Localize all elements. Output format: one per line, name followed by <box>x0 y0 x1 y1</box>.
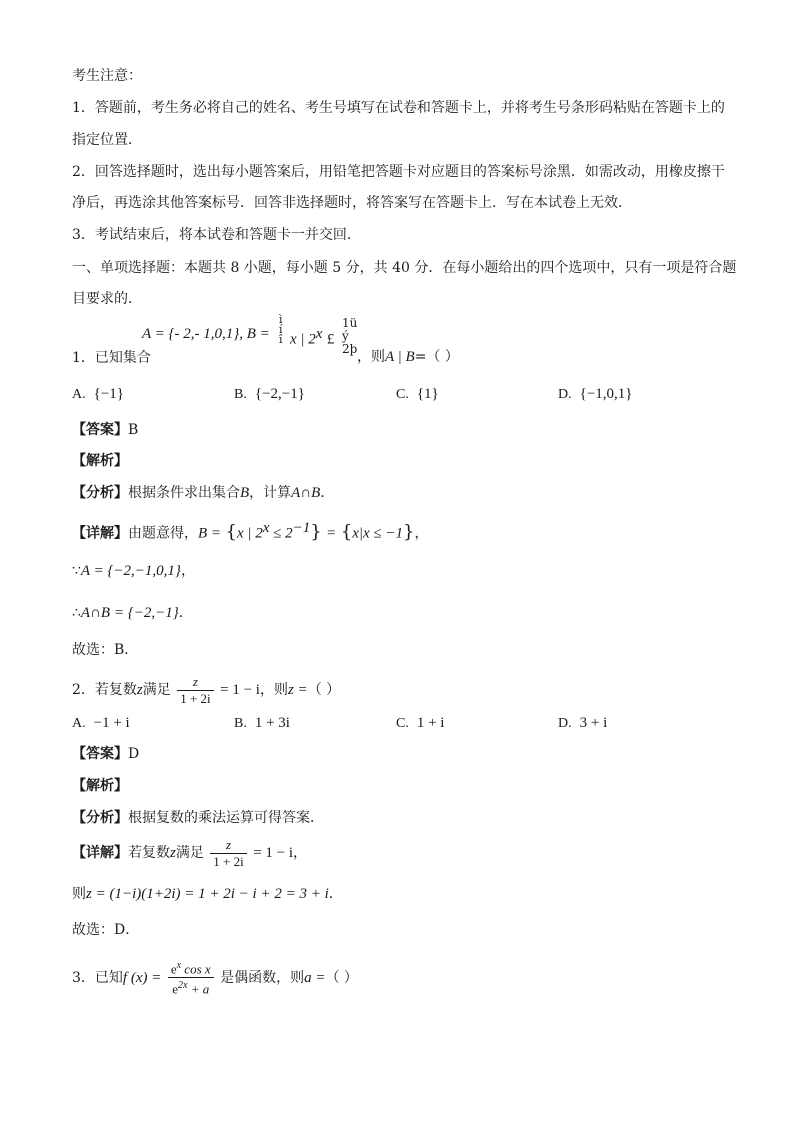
q1-garble-stack: 1ü ý 2þ <box>342 316 358 356</box>
notice-line-2: 2．回答选择题时，选出每小题答案后，用铅笔把答题卡对应题目的答案标号涂黑．如需改动，用橡皮擦干 <box>72 164 725 180</box>
q1-therefore: ∴A∩B = {−2,−1}． <box>72 605 193 621</box>
notice-title: 考生注意： <box>72 68 142 84</box>
q2-option-d: D. 3 + i <box>558 715 608 731</box>
q1-option-a: A. {−1} <box>72 386 124 402</box>
q1-setB-body: x | 2$^x$ £ <box>290 326 335 348</box>
q2-choose: 故选：D． <box>72 922 140 938</box>
q1-sets: A = {- 2,- 1,0,1}, B = <box>142 326 270 342</box>
q1-stem: 1．已知集合 <box>72 350 151 366</box>
q1-option-c: C. {1} <box>396 386 439 402</box>
q1-choose: 故选：B． <box>72 642 139 658</box>
q2-fenxi: 【分析】根据复数的乘法运算可得答案． <box>72 810 324 826</box>
section-header-cont: 目要求的． <box>72 291 142 307</box>
q2-then: 则z = (1−i)(1+2i) = 1 + 2i − i + 2 = 3 + i． <box>72 886 343 902</box>
section-header: 一、单项选择题：本题共 8 小题，每小题 5 分，共 40 分．在每小题给出的四个选项中，只有一项是符合题 <box>72 260 737 276</box>
notice-line-2-cont: 净后，再选涂其他答案标号．回答非选择题时，将答案写在答题卡上．写在本试卷上无效． <box>72 195 632 211</box>
notice-line-3: 3．考试结束后，将本试卷和答题卡一并交回． <box>72 227 361 243</box>
notice-line-1-cont: 指定位置． <box>72 132 142 148</box>
q2-option-b: B. 1 + 3i <box>234 715 290 731</box>
q2-analysis-label: 【解析】 <box>72 778 128 794</box>
q2-stem: 2．若复数z满足 $\frac{z}{1 + 2i}$ = 1 − i，则z =（ ） <box>72 673 341 706</box>
q2-detail: 【详解】若复数z满足 $\frac{z}{1 + 2i}$ = 1 − i， <box>72 836 308 869</box>
q1-stem-tail: ，则A | B=（ ） <box>357 349 459 365</box>
q2-option-a: A. −1 + i <box>72 715 130 731</box>
q1-brace-glyphs: ì í î <box>279 313 283 346</box>
q1-because: ∵A = {−2,−1,0,1}， <box>72 563 195 579</box>
q1-option-b: B. {−2,−1} <box>234 386 305 402</box>
q3-stem: 3．已知f (x) = $\frac{e^x \cos x}{e^{2x} + a}$ 是偶函数，则a =（ ） <box>72 960 358 997</box>
q1-detail: 【详解】由题意得，B = {x | $2^x \le 2^{-1}\} = \{x|x \le -1\}$， <box>72 520 429 543</box>
q1-option-d: D. {−1,0,1} <box>558 386 633 402</box>
q1-analysis-label: 【解析】 <box>72 453 128 469</box>
notice-line-1: 1．答题前，考生务必将自己的姓名、考生号填写在试卷和答题卡上，并将考生号条形码粘贴在答题卡上的 <box>72 100 725 116</box>
q2-option-c: C. 1 + i <box>396 715 445 731</box>
q1-answer: 【答案】B <box>72 422 139 438</box>
q2-answer: 【答案】D <box>72 746 140 762</box>
q1-fenxi: 【分析】根据条件求出集合B，计算A∩B． <box>72 485 335 501</box>
